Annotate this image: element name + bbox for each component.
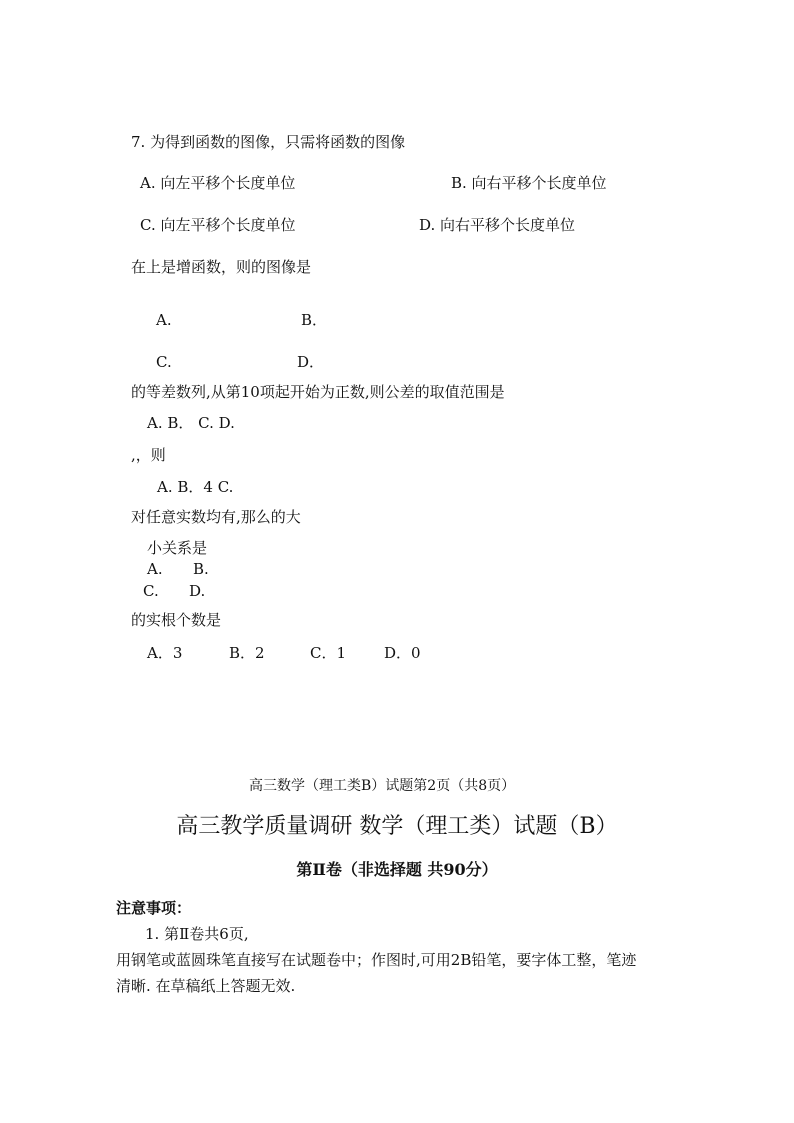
question-7-option-b: B. 向右平移个长度单位 xyxy=(451,174,607,192)
question-8-option-b: B． xyxy=(301,311,328,329)
page-footer: 高三数学（理工类B）试题第2页（共8页） xyxy=(249,778,516,794)
question-11-stem-continued: 小关系是 xyxy=(147,539,208,557)
question-7-stem: 7. 为得到函数的图像，只需将函数的图像 xyxy=(131,133,406,151)
notice-item-2-line-1: 用钢笔或蓝圆珠笔直接写在试题卷中；作图时,可用2B铅笔，要字体工整，笔迹 xyxy=(116,951,637,969)
notice-item-2-line-2: 清晰. 在草稿纸上答题无效. xyxy=(116,977,296,995)
section-subtitle: 第Ⅱ卷（非选择题 共90分） xyxy=(296,860,498,879)
question-11-option-b: B. xyxy=(193,560,209,578)
question-12-option-d: D．0 xyxy=(384,644,421,662)
question-12-option-c: C．1 xyxy=(310,644,347,662)
question-10-stem: ,，则 xyxy=(131,446,166,464)
question-11-option-c: C. xyxy=(143,582,159,600)
question-11-option-d: D. xyxy=(189,582,206,600)
question-8-option-c: C. xyxy=(156,353,172,371)
question-11-stem: 对任意实数均有,那么的大 xyxy=(131,508,301,526)
question-12-option-b: B．2 xyxy=(229,644,265,662)
question-11-option-a: A. xyxy=(147,560,163,578)
question-9-options: A. B． C. D. xyxy=(147,414,235,432)
question-7-option-a: A. 向左平移个长度单位 xyxy=(140,174,296,192)
question-8-option-d: D． xyxy=(297,353,325,371)
question-7-option-c: C. 向左平移个长度单位 xyxy=(140,216,296,234)
question-7-option-d: D. 向右平移个长度单位 xyxy=(419,216,576,234)
question-8-option-a: A. xyxy=(156,311,172,329)
question-8-stem: 在上是增函数，则的图像是 xyxy=(131,258,312,276)
question-12-option-a: A．3 xyxy=(147,644,183,662)
question-10-options: A. B．4 C. xyxy=(157,478,234,496)
notice-item-1: 1. 第Ⅱ卷共6页, xyxy=(145,925,249,943)
question-9-stem: 的等差数列,从第10项起开始为正数,则公差的取值范围是 xyxy=(131,383,505,401)
notice-heading: 注意事项： xyxy=(116,899,192,917)
exam-title: 高三教学质量调研 数学（理工类）试题（B） xyxy=(176,814,618,839)
question-12-stem: 的实根个数是 xyxy=(131,611,222,629)
